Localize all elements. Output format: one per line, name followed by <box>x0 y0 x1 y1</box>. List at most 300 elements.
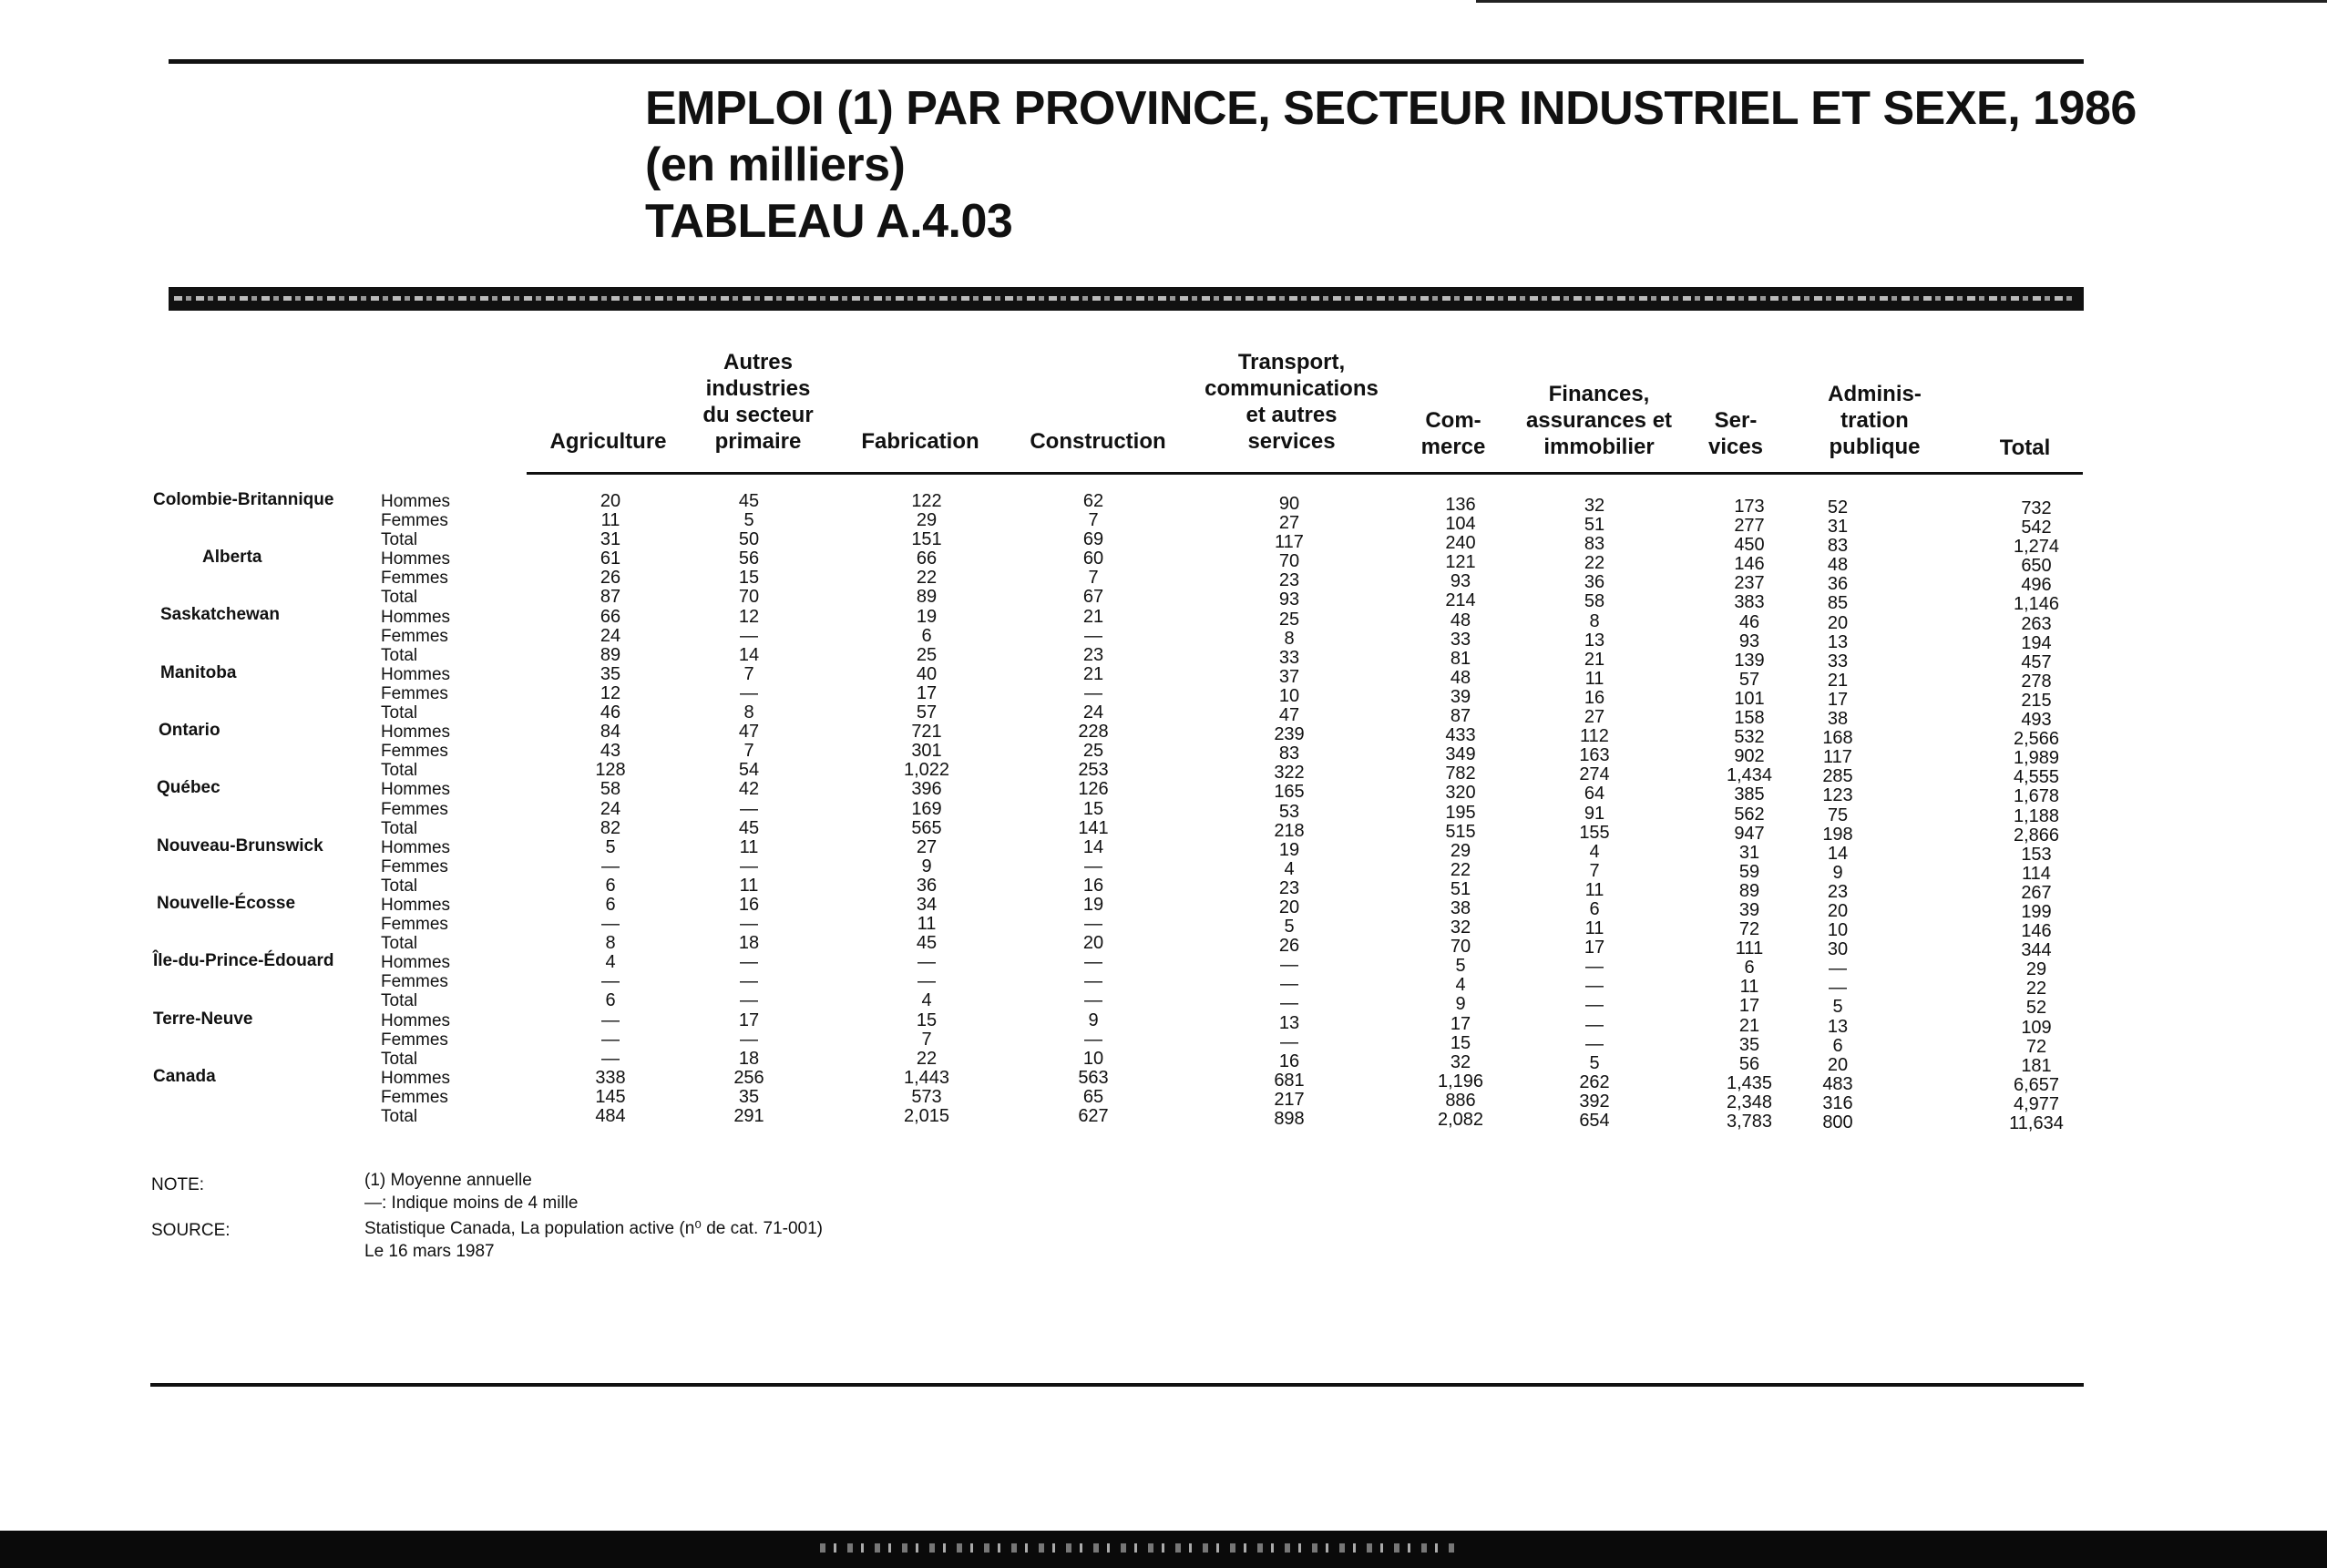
cell-total: 72 <box>2025 1036 2047 1057</box>
source-line-2: Le 16 mars 1987 <box>364 1242 495 1261</box>
cell-admin: 13 <box>1827 631 1849 652</box>
cell-autres: 5 <box>743 510 754 531</box>
note-line-2: —: Indique moins de 4 mille <box>364 1194 579 1213</box>
cell-admin: 48 <box>1827 555 1849 576</box>
cell-admin: 20 <box>1827 1054 1849 1075</box>
cell-finances: 58 <box>1584 591 1605 612</box>
data-column-commerce <box>1410 496 1511 1130</box>
cell-agriculture: 89 <box>600 644 621 665</box>
cell-admin: 9 <box>1832 862 1843 883</box>
source-line-1: Statistique Canada, La population active (n⁰ de cat. 71-001) <box>364 1219 823 1238</box>
cell-fabrication: 122 <box>911 491 942 511</box>
cell-fabrication: 2,015 <box>903 1106 950 1126</box>
cell-autres: 56 <box>738 548 760 569</box>
cell-fabrication: 396 <box>911 779 942 800</box>
cell-admin: 800 <box>1822 1112 1853 1132</box>
cell-commerce: 121 <box>1445 552 1476 573</box>
cell-services: 31 <box>1738 842 1760 863</box>
row-label-ile-du-prince-edouard: Île-du-Prince-Édouard <box>153 951 334 970</box>
cell-transport: 25 <box>1278 609 1300 630</box>
cell-finances: 654 <box>1579 1111 1610 1131</box>
cell-agriculture: 82 <box>600 817 621 838</box>
cell-finances: 11 <box>1584 668 1604 689</box>
sex-label-femmes: Femmes <box>381 799 448 819</box>
col-header-fabrication: Fabrication <box>861 429 979 454</box>
cell-autres: 47 <box>738 722 760 743</box>
cell-transport: 117 <box>1275 532 1304 553</box>
cell-fabrication: 34 <box>916 894 938 915</box>
cell-transport: 13 <box>1278 1012 1300 1033</box>
cell-admin: 75 <box>1827 804 1849 825</box>
cell-construction: 23 <box>1082 644 1104 665</box>
cell-admin: 85 <box>1827 593 1849 614</box>
cell-autres: — <box>740 952 758 973</box>
cell-admin: 198 <box>1822 824 1853 845</box>
cell-total: 22 <box>2025 979 2047 999</box>
cell-agriculture: 8 <box>605 933 616 954</box>
sex-label-femmes: Femmes <box>381 626 448 646</box>
cell-admin: 5 <box>1832 997 1843 1018</box>
cell-fabrication: 22 <box>916 1048 938 1069</box>
cell-commerce: 320 <box>1445 783 1476 804</box>
cell-finances: 17 <box>1584 938 1605 958</box>
cell-autres: 17 <box>738 1009 760 1030</box>
data-column-services <box>1699 497 1799 1132</box>
cell-commerce: 886 <box>1445 1090 1476 1111</box>
cell-autres: 16 <box>738 894 760 915</box>
cell-construction: — <box>1084 856 1102 876</box>
row-label-manitoba: Manitoba <box>160 663 237 682</box>
sex-label-hommes: Hommes <box>381 723 451 743</box>
cell-total: 146 <box>2021 921 2052 942</box>
scan-edge-band <box>0 1531 2327 1568</box>
cell-fabrication: 1,022 <box>903 760 950 781</box>
cell-commerce: 29 <box>1450 840 1471 861</box>
cell-finances: 64 <box>1584 784 1605 804</box>
cell-services: 35 <box>1738 1034 1760 1055</box>
note-line-1: (1) Moyenne annuelle <box>364 1171 532 1190</box>
cell-commerce: 349 <box>1445 744 1476 765</box>
top-edge-line <box>1476 0 2327 3</box>
cell-transport: 23 <box>1278 877 1300 898</box>
cell-finances: — <box>1585 995 1604 1016</box>
cell-admin: 83 <box>1827 536 1849 557</box>
cell-services: 237 <box>1734 573 1765 594</box>
cell-commerce: 22 <box>1450 859 1471 880</box>
cell-transport: 8 <box>1284 628 1295 649</box>
cell-services: 59 <box>1738 861 1760 882</box>
cell-agriculture: 66 <box>600 606 621 627</box>
cell-transport: 27 <box>1278 513 1300 534</box>
cell-services: 1,434 <box>1726 765 1773 786</box>
cell-finances: 32 <box>1584 496 1605 516</box>
sex-label-hommes: Hommes <box>381 492 451 511</box>
cell-commerce: 5 <box>1455 956 1466 977</box>
cell-agriculture: 6 <box>605 894 616 915</box>
cell-construction: 253 <box>1078 760 1109 781</box>
cell-services: 947 <box>1734 823 1765 844</box>
cell-admin: 117 <box>1823 747 1852 768</box>
cell-agriculture: 12 <box>600 682 621 703</box>
cell-autres: — <box>740 990 758 1011</box>
cell-agriculture: 35 <box>600 663 621 684</box>
cell-finances: 112 <box>1580 726 1609 747</box>
cell-construction: 141 <box>1078 817 1109 838</box>
cell-admin: 38 <box>1827 709 1849 730</box>
cell-fabrication: 27 <box>916 836 938 857</box>
cell-agriculture: 26 <box>600 568 621 589</box>
cell-total: 194 <box>2021 632 2052 653</box>
cell-autres: 7 <box>743 663 754 684</box>
col-header-finances: Finances, assurances et immobilier <box>1525 382 1673 459</box>
cell-agriculture: 484 <box>595 1106 626 1126</box>
cell-autres: 8 <box>743 702 754 723</box>
cell-admin: 30 <box>1827 939 1849 960</box>
cell-total: 1,678 <box>2013 786 2060 807</box>
cell-admin: 20 <box>1827 900 1849 921</box>
cell-finances: 13 <box>1584 630 1605 651</box>
cell-fabrication: 45 <box>916 933 938 954</box>
cell-transport: 217 <box>1274 1089 1305 1110</box>
cell-agriculture: — <box>601 1009 620 1030</box>
row-label-saskatchewan: Saskatchewan <box>160 605 280 624</box>
cell-finances: 6 <box>1589 898 1600 919</box>
row-label-colombie-britannique: Colombie-Britannique <box>153 490 334 509</box>
cell-commerce: 515 <box>1445 821 1476 842</box>
cell-commerce: 93 <box>1450 571 1471 592</box>
cell-transport: 898 <box>1274 1109 1305 1129</box>
cell-agriculture: — <box>601 1029 620 1050</box>
cell-transport: 90 <box>1278 494 1300 514</box>
row-label-canada: Canada <box>153 1067 216 1086</box>
sex-label-hommes: Hommes <box>381 607 451 627</box>
cell-commerce: 32 <box>1450 1051 1471 1072</box>
cell-total: 344 <box>2021 940 2052 961</box>
cell-construction: — <box>1084 682 1102 703</box>
cell-commerce: 70 <box>1450 937 1471 958</box>
cell-autres: 54 <box>738 760 760 781</box>
page-title <box>645 80 2137 250</box>
cell-construction: 25 <box>1082 741 1104 762</box>
cell-total: 1,274 <box>2013 537 2060 558</box>
title-line-2: (en milliers) <box>645 138 906 191</box>
data-column-agriculture <box>565 492 656 1126</box>
cell-total: 199 <box>2021 901 2052 922</box>
cell-transport: 83 <box>1278 743 1300 764</box>
cell-total: 29 <box>2025 959 2047 980</box>
cell-services: 72 <box>1738 919 1760 940</box>
cell-fabrication: 721 <box>911 722 942 743</box>
cell-transport: 37 <box>1278 666 1300 687</box>
cell-construction: 228 <box>1078 722 1109 743</box>
cell-transport: — <box>1280 1031 1298 1052</box>
cell-admin: — <box>1829 958 1847 979</box>
cell-admin: 31 <box>1827 517 1849 538</box>
cell-fabrication: 40 <box>916 663 938 684</box>
cell-fabrication: 6 <box>921 625 932 646</box>
data-column-transport <box>1244 495 1335 1129</box>
cell-autres: 45 <box>738 817 760 838</box>
cell-transport: 10 <box>1278 685 1300 706</box>
cell-commerce: 4 <box>1455 975 1466 996</box>
row-label-quebec: Québec <box>157 778 220 797</box>
cell-agriculture: — <box>601 971 620 992</box>
cell-fabrication: 36 <box>916 875 938 896</box>
cell-fabrication: 89 <box>916 587 938 608</box>
cell-services: 3,783 <box>1726 1112 1773 1132</box>
cell-commerce: 15 <box>1450 1032 1471 1053</box>
cell-finances: — <box>1585 976 1604 997</box>
cell-services: 46 <box>1738 611 1760 632</box>
cell-agriculture: 5 <box>605 836 616 857</box>
sex-label-femmes: Femmes <box>381 1087 448 1107</box>
cell-services: 17 <box>1738 996 1760 1017</box>
cell-construction: 65 <box>1082 1086 1104 1107</box>
cell-services: 139 <box>1734 650 1765 671</box>
sex-label-hommes: Hommes <box>381 780 451 800</box>
col-header-services: Ser- vices <box>1707 408 1764 459</box>
cell-construction: 7 <box>1088 568 1099 589</box>
sex-label-hommes: Hommes <box>381 1010 451 1030</box>
cell-services: 39 <box>1738 899 1760 920</box>
sex-label-total: Total <box>381 934 418 954</box>
cell-admin: 285 <box>1822 766 1853 787</box>
sex-label-hommes: Hommes <box>381 549 451 569</box>
header-band <box>169 287 2084 311</box>
cell-fabrication: 565 <box>911 817 942 838</box>
cell-construction: — <box>1084 625 1102 646</box>
sex-label-total: Total <box>381 703 418 723</box>
cell-finances: 11 <box>1584 879 1604 900</box>
cell-autres: 7 <box>743 741 754 762</box>
cell-construction: 19 <box>1082 894 1104 915</box>
cell-commerce: 38 <box>1450 897 1471 918</box>
cell-total: 2,566 <box>2013 729 2060 750</box>
cell-agriculture: 6 <box>605 875 616 896</box>
cell-construction: 563 <box>1078 1067 1109 1088</box>
cell-admin: 6 <box>1832 1035 1843 1056</box>
cell-total: 278 <box>2021 671 2052 692</box>
cell-agriculture: 24 <box>600 798 621 819</box>
cell-agriculture: 61 <box>600 548 621 569</box>
sex-label-femmes: Femmes <box>381 856 448 876</box>
cell-total: 732 <box>2021 498 2052 518</box>
cell-autres: 70 <box>738 587 760 608</box>
cell-finances: 83 <box>1584 534 1605 555</box>
sex-label-column <box>381 492 450 1126</box>
cell-transport: 19 <box>1278 839 1300 860</box>
cell-commerce: 32 <box>1450 917 1471 938</box>
cell-total: 493 <box>2021 710 2052 731</box>
cell-services: 101 <box>1734 688 1765 709</box>
cell-finances: 274 <box>1579 764 1610 785</box>
cell-total: 52 <box>2025 998 2047 1019</box>
cell-construction: 62 <box>1082 491 1104 511</box>
cell-services: 57 <box>1738 669 1760 690</box>
cell-agriculture: 338 <box>595 1067 626 1088</box>
cell-commerce: 214 <box>1445 590 1476 611</box>
cell-transport: 5 <box>1284 917 1295 938</box>
cell-finances: 392 <box>1579 1091 1610 1112</box>
cell-agriculture: — <box>601 1048 620 1069</box>
cell-construction: — <box>1084 990 1102 1011</box>
cell-commerce: 104 <box>1445 514 1476 535</box>
col-header-construction: Construction <box>1030 429 1166 454</box>
cell-agriculture: 31 <box>600 529 621 550</box>
cell-transport: 20 <box>1278 897 1300 917</box>
sex-label-femmes: Femmes <box>381 972 448 992</box>
cell-fabrication: — <box>917 952 936 973</box>
data-column-construction <box>1048 492 1139 1126</box>
cell-commerce: 51 <box>1450 878 1471 899</box>
data-column-total <box>1986 499 2086 1133</box>
cell-transport: 681 <box>1274 1070 1305 1091</box>
cell-agriculture: 87 <box>600 587 621 608</box>
cell-admin: 36 <box>1827 574 1849 595</box>
cell-admin: 20 <box>1827 612 1849 633</box>
col-header-commerce: Com- merce <box>1420 408 1486 459</box>
sex-label-hommes: Hommes <box>381 664 451 684</box>
cell-commerce: 17 <box>1450 1013 1471 1034</box>
cell-total: 650 <box>2021 556 2052 577</box>
cell-transport: 239 <box>1274 724 1305 745</box>
cell-construction: — <box>1084 952 1102 973</box>
cell-construction: 67 <box>1082 587 1104 608</box>
cell-finances: 163 <box>1579 745 1610 766</box>
cell-total: 2,866 <box>2013 825 2060 845</box>
cell-services: 56 <box>1738 1053 1760 1074</box>
cell-finances: 51 <box>1584 515 1605 536</box>
cell-commerce: 240 <box>1445 533 1476 554</box>
cell-services: 21 <box>1738 1015 1760 1036</box>
cell-fabrication: 7 <box>921 1029 932 1050</box>
sex-label-femmes: Femmes <box>381 683 448 703</box>
cell-finances: 8 <box>1589 610 1600 631</box>
cell-agriculture: — <box>601 914 620 935</box>
cell-autres: 256 <box>733 1067 764 1088</box>
cell-construction: 21 <box>1082 663 1104 684</box>
cell-services: 173 <box>1734 497 1765 517</box>
cell-admin: 10 <box>1827 920 1849 941</box>
cell-fabrication: 57 <box>916 702 938 723</box>
cell-fabrication: 15 <box>916 1009 938 1030</box>
cell-transport: 4 <box>1284 858 1295 879</box>
cell-autres: 18 <box>738 933 760 954</box>
cell-autres: 45 <box>738 491 760 511</box>
cell-transport: 53 <box>1278 801 1300 822</box>
cell-agriculture: 6 <box>605 990 616 1011</box>
cell-fabrication: 9 <box>921 856 932 876</box>
cell-services: 6 <box>1744 958 1755 979</box>
cell-total: 267 <box>2021 882 2052 903</box>
cell-agriculture: 20 <box>600 491 621 511</box>
cell-commerce: 433 <box>1445 725 1476 746</box>
cell-finances: 16 <box>1584 687 1605 708</box>
cell-agriculture: 145 <box>595 1086 626 1107</box>
cell-commerce: 48 <box>1450 667 1471 688</box>
cell-autres: 42 <box>738 779 760 800</box>
cell-total: 215 <box>2021 690 2052 711</box>
cell-autres: 50 <box>738 529 760 550</box>
cell-autres: — <box>740 914 758 935</box>
bottom-rule <box>150 1383 2084 1387</box>
cell-fabrication: 19 <box>916 606 938 627</box>
cell-construction: 627 <box>1078 1106 1109 1126</box>
cell-fabrication: — <box>917 971 936 992</box>
cell-finances: 91 <box>1584 803 1605 824</box>
cell-agriculture: 4 <box>605 952 616 973</box>
cell-fabrication: 151 <box>911 529 942 550</box>
cell-total: 153 <box>2021 844 2052 865</box>
row-label-ontario: Ontario <box>159 721 220 740</box>
cell-autres: 35 <box>738 1086 760 1107</box>
cell-construction: 21 <box>1082 606 1104 627</box>
cell-admin: 14 <box>1827 843 1849 864</box>
cell-commerce: 195 <box>1445 802 1476 823</box>
cell-services: 383 <box>1734 592 1765 613</box>
cell-services: 532 <box>1734 727 1765 748</box>
cell-admin: 23 <box>1827 881 1849 902</box>
cell-fabrication: 1,443 <box>903 1067 950 1088</box>
col-header-admin: Adminis- tration publique <box>1828 382 1922 459</box>
cell-services: 902 <box>1734 746 1765 767</box>
row-label-terre-neuve: Terre-Neuve <box>153 1009 253 1029</box>
sex-label-total: Total <box>381 876 418 896</box>
sex-label-total: Total <box>381 761 418 781</box>
cell-commerce: 782 <box>1445 764 1476 784</box>
cell-finances: 7 <box>1589 860 1600 881</box>
cell-agriculture: 11 <box>600 510 620 531</box>
sex-label-total: Total <box>381 818 418 838</box>
cell-construction: 9 <box>1088 1009 1099 1030</box>
cell-admin: 123 <box>1822 785 1853 806</box>
cell-transport: 23 <box>1278 570 1300 591</box>
cell-total: 114 <box>2022 863 2051 884</box>
cell-total: 11,634 <box>2009 1113 2064 1133</box>
cell-finances: 5 <box>1589 1052 1600 1073</box>
cell-commerce: 136 <box>1445 495 1476 515</box>
cell-transport: 165 <box>1274 782 1305 803</box>
cell-construction: 15 <box>1082 798 1104 819</box>
cell-admin: 316 <box>1822 1092 1853 1113</box>
col-header-autres: Autres industries du secteur primaire <box>702 350 814 454</box>
row-label-alberta: Alberta <box>202 548 262 567</box>
header-underline <box>527 472 2083 475</box>
cell-services: 89 <box>1738 880 1760 901</box>
cell-admin: 483 <box>1822 1073 1853 1094</box>
cell-finances: — <box>1585 957 1604 978</box>
cell-autres: 15 <box>738 568 760 589</box>
cell-transport: 26 <box>1278 936 1300 957</box>
cell-admin: 52 <box>1827 497 1849 518</box>
cell-finances: 21 <box>1584 649 1605 670</box>
sex-label-hommes: Hommes <box>381 837 451 857</box>
cell-services: 146 <box>1734 554 1765 575</box>
cell-finances: 36 <box>1584 572 1605 593</box>
cell-construction: — <box>1084 1029 1102 1050</box>
cell-agriculture: 43 <box>600 741 621 762</box>
cell-commerce: 2,082 <box>1437 1110 1484 1130</box>
cell-autres: 11 <box>739 875 759 896</box>
cell-autres: 291 <box>733 1106 764 1126</box>
cell-autres: 12 <box>738 606 760 627</box>
col-header-transport: Transport, communications et autres services <box>1205 350 1379 454</box>
sex-label-total: Total <box>381 588 418 608</box>
title-line-3: TABLEAU A.4.03 <box>645 195 1013 248</box>
data-column-finances <box>1549 497 1640 1131</box>
cell-finances: 4 <box>1589 841 1600 862</box>
cell-fabrication: 29 <box>916 510 938 531</box>
